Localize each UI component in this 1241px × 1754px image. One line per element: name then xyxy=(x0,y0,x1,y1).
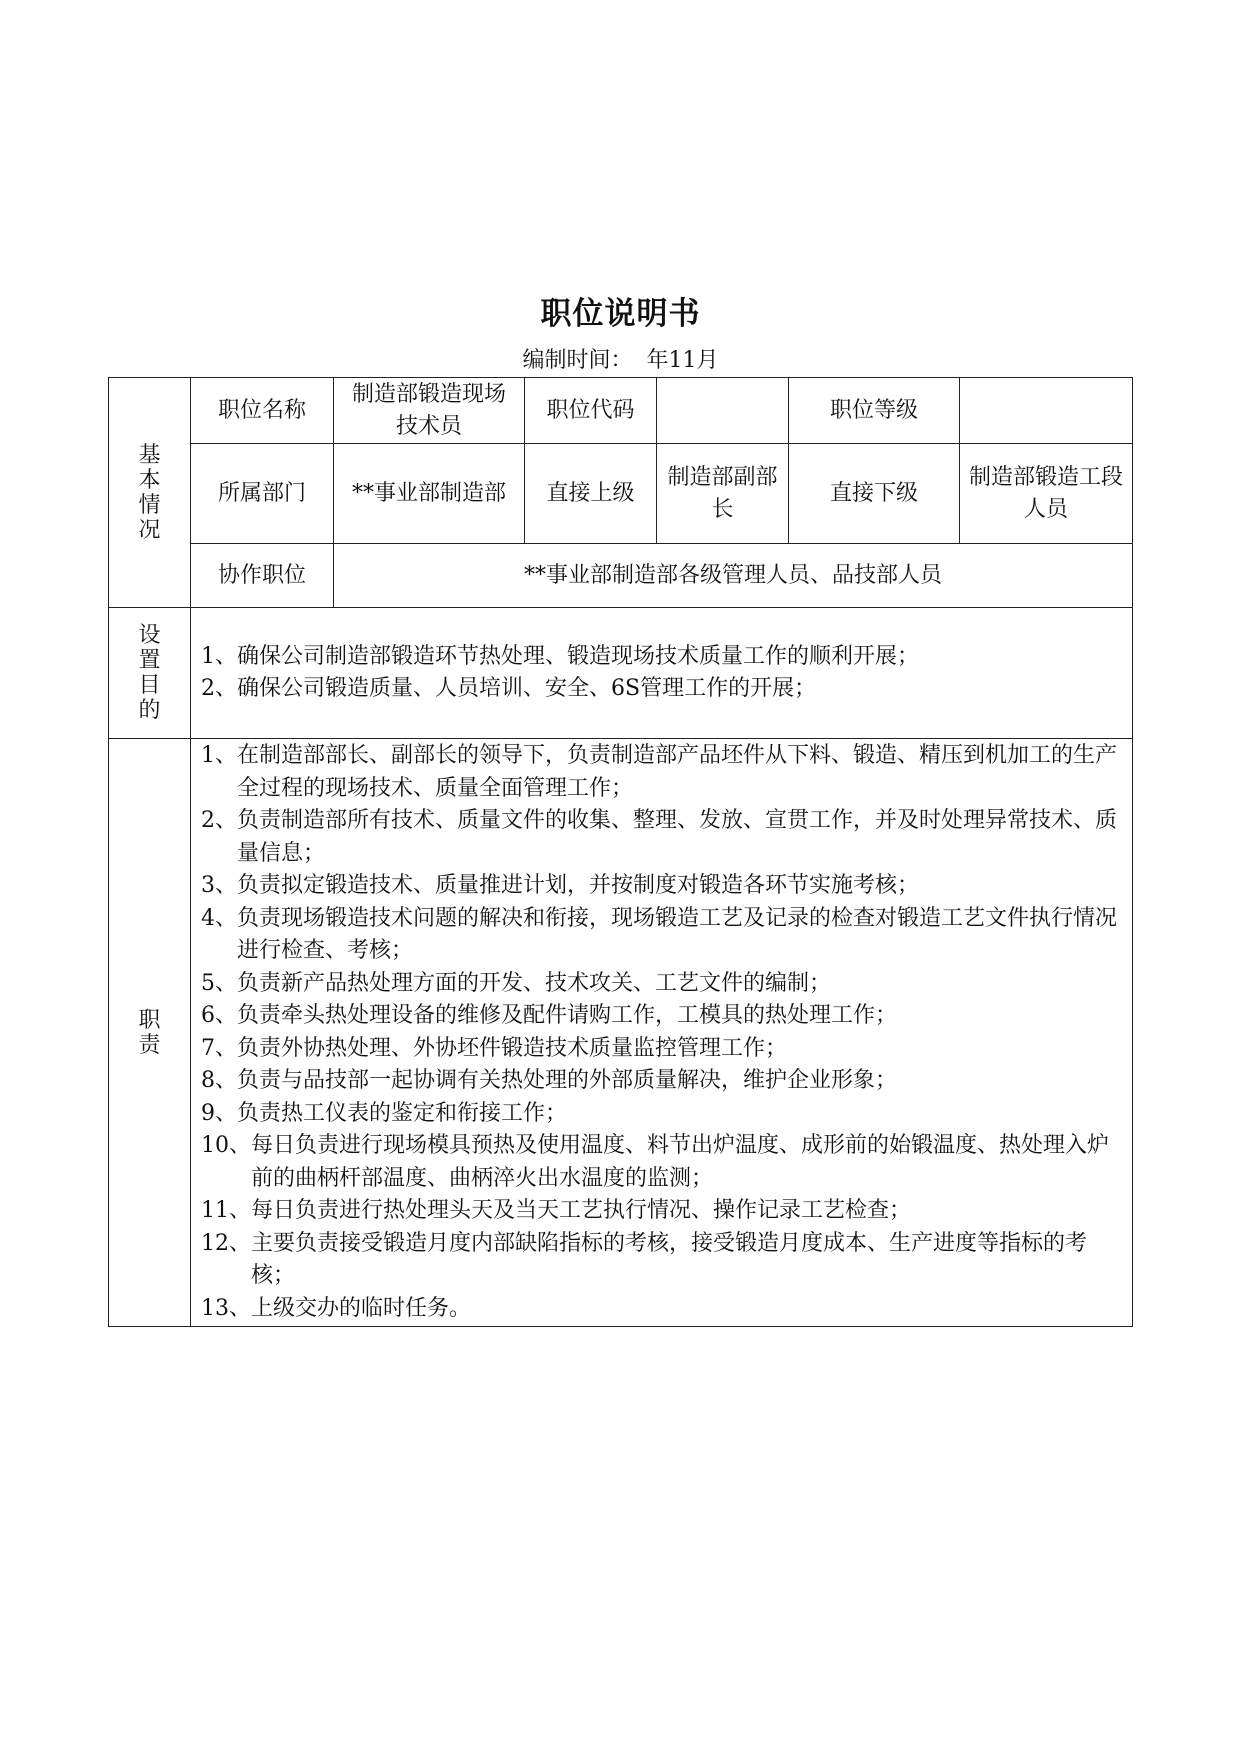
basic-info-label-text: 基本情况 xyxy=(138,442,161,543)
responsibility-text: 负责现场锻造技术问题的解决和衔接，现场锻造工艺及记录的检查对锻造工艺文件执行情况进行检查、考核； xyxy=(237,905,1118,963)
responsibility-number: 5、 xyxy=(201,970,237,996)
job-description-table xyxy=(108,377,1133,1327)
basic-info-section-label xyxy=(109,378,191,608)
responsibility-item xyxy=(201,870,1124,903)
responsibility-number: 8、 xyxy=(201,1068,237,1093)
responsibility-number: 3、 xyxy=(201,873,237,898)
responsibility-text: 每日负责进行现场模具预热及使用温度、料节出炉温度、成形前的始锻温度、热处理入炉前的曲柄杆部温度、曲柄淬火出水温度的监测； xyxy=(251,1133,1110,1191)
position-code-value xyxy=(657,378,789,444)
purpose-item-number: 2、 xyxy=(201,676,237,701)
responsibility-number: 1、 xyxy=(201,743,237,768)
direct-superior-value xyxy=(657,444,789,544)
responsibility-text: 负责与品技部一起协调有关热处理的外部质量解决，维护企业形象； xyxy=(237,1068,898,1093)
responsibility-number: 13、 xyxy=(201,1295,251,1321)
responsibility-text: 负责拟定锻造技术、质量推进计划，并按制度对锻造各环节实施考核； xyxy=(237,873,920,898)
responsibility-text: 每日负责进行热处理头天及当天工艺执行情况、操作记录工艺检查； xyxy=(251,1198,912,1223)
department-label: 所属部门 xyxy=(191,444,334,544)
cooperation-value: **事业部制造部各级管理人员、品技部人员 xyxy=(334,544,1133,608)
purpose-item-number: 1、 xyxy=(201,644,237,669)
purpose-item-text: 确保公司制造部锻造环节热处理、锻造现场技术质量工作的顺利开展； xyxy=(237,644,920,669)
purpose-item xyxy=(201,641,1124,673)
position-grade-value xyxy=(960,378,1133,444)
responsibility-text: 上级交办的临时任务。 xyxy=(251,1295,472,1321)
position-code-label: 职位代码 xyxy=(525,378,657,444)
responsibility-item xyxy=(201,1000,1124,1033)
responsibility-text: 负责外协热处理、外协坯件锻造技术质量监控管理工作； xyxy=(237,1035,788,1061)
purpose-section-label xyxy=(109,608,191,739)
responsibility-number: 6、 xyxy=(201,1003,237,1028)
responsibilities-content xyxy=(191,739,1133,1327)
direct-superior-label: 直接上级 xyxy=(525,444,657,544)
responsibility-number: 10、 xyxy=(201,1133,251,1158)
document-title: 职位说明书 xyxy=(540,296,701,332)
responsibility-text: 主要负责接受锻造月度内部缺陷指标的考核，接受锻造月度成本、生产进度等指标的考核； xyxy=(251,1230,1088,1288)
position-name-value xyxy=(334,378,525,444)
responsibility-text: 负责牵头热处理设备的维修及配件请购工作，工模具的热处理工作； xyxy=(237,1003,898,1028)
responsibility-item xyxy=(201,1195,1124,1228)
responsibility-item xyxy=(201,903,1124,968)
responsibility-text: 负责新产品热处理方面的开发、技术攻关、工艺文件的编制； xyxy=(237,970,832,996)
position-grade-label: 职位等级 xyxy=(789,378,960,444)
responsibility-item xyxy=(201,1130,1124,1195)
responsibilities-label-text: 职责 xyxy=(138,1007,161,1058)
position-name-label: 职位名称 xyxy=(191,378,334,444)
position-name-value-text: 制造部锻造现场技术员 xyxy=(351,381,506,439)
responsibility-item xyxy=(201,1228,1124,1293)
department-value xyxy=(334,444,525,544)
responsibility-item xyxy=(201,805,1124,870)
cooperation-label: 协作职位 xyxy=(191,544,334,608)
direct-subordinate-value xyxy=(960,444,1133,544)
direct-superior-value-text: 制造部副部长 xyxy=(667,464,778,522)
department-value-text: **事业部制造部 xyxy=(351,480,506,506)
responsibility-item xyxy=(201,740,1124,805)
purpose-item xyxy=(201,673,1124,705)
responsibility-item xyxy=(201,1033,1124,1066)
responsibility-text: 负责热工仪表的鉴定和衔接工作； xyxy=(237,1100,568,1126)
responsibility-item xyxy=(201,1098,1124,1131)
responsibility-item xyxy=(201,1065,1124,1098)
responsibility-number: 2、 xyxy=(201,808,237,833)
direct-subordinate-label: 直接下级 xyxy=(789,444,960,544)
responsibility-number: 11、 xyxy=(201,1198,251,1223)
purpose-content xyxy=(191,608,1133,739)
purpose-item-text: 确保公司锻造质量、人员培训、安全、6S管理工作的开展； xyxy=(237,676,817,701)
compile-date-value: 年11月 xyxy=(646,348,719,373)
responsibilities-section-label xyxy=(109,739,191,1327)
responsibility-number: 4、 xyxy=(201,905,237,931)
compile-date-label: 编制时间： xyxy=(522,348,633,373)
responsibility-number: 12、 xyxy=(201,1230,251,1256)
responsibility-item xyxy=(201,1293,1124,1326)
responsibilities-list xyxy=(201,740,1124,1325)
responsibility-text: 负责制造部所有技术、质量文件的收集、整理、发放、宣贯工作，并及时处理异常技术、质量信息； xyxy=(237,808,1118,866)
responsibility-text: 在制造部部长、副部长的领导下，负责制造部产品坯件从下料、锻造、精压到机加工的生产全过程的现场技术、质量全面管理工作； xyxy=(237,743,1118,801)
purpose-label-text: 设置目的 xyxy=(138,623,161,723)
responsibility-number: 9、 xyxy=(201,1100,237,1126)
direct-subordinate-value-text: 制造部锻造工段人员 xyxy=(968,464,1123,522)
responsibility-number: 7、 xyxy=(201,1035,237,1061)
compile-date-line xyxy=(0,343,1241,374)
responsibility-item xyxy=(201,968,1124,1001)
